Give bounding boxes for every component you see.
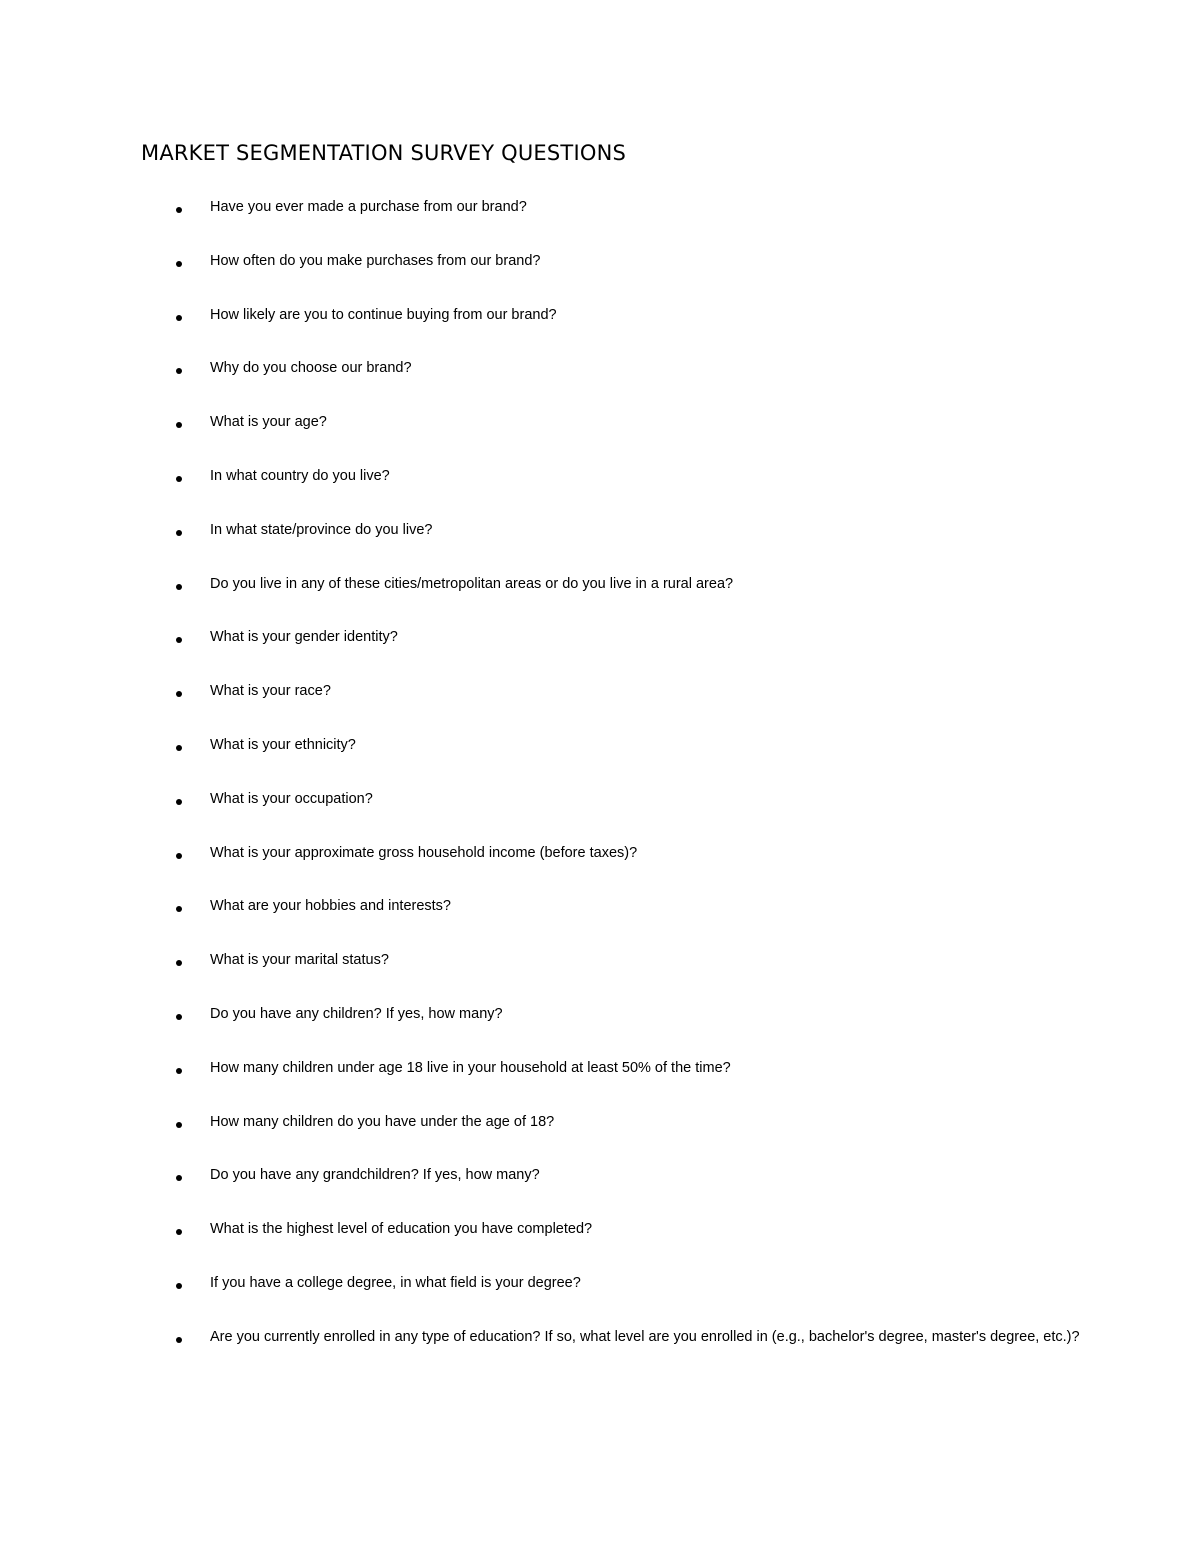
bullet-icon bbox=[176, 960, 182, 966]
question-text: How many children do you have under the age of 18? bbox=[210, 1113, 555, 1130]
bullet-icon bbox=[176, 1175, 182, 1181]
list-item bbox=[0, 1059, 1200, 1113]
question-text: Have you ever made a purchase from our brand? bbox=[210, 199, 527, 215]
list-item bbox=[0, 1166, 1200, 1220]
question-text: Do you have any grandchildren? If yes, how many? bbox=[210, 1167, 540, 1184]
question-text: What is your gender identity? bbox=[210, 629, 398, 646]
question-text: What is your race? bbox=[210, 683, 331, 700]
list-item bbox=[0, 413, 1200, 467]
bullet-icon bbox=[176, 207, 182, 213]
bullet-icon bbox=[176, 422, 182, 428]
question-text: Do you live in any of these cities/metropolitan areas or do you live in a rural area? bbox=[210, 575, 734, 592]
bullet-icon bbox=[176, 799, 182, 805]
question-text: In what state/province do you live? bbox=[210, 521, 433, 538]
list-item bbox=[0, 682, 1200, 736]
bullet-icon bbox=[176, 853, 182, 859]
question-text: What is your marital status? bbox=[210, 952, 389, 969]
survey-question-list bbox=[0, 198, 1200, 1400]
question-text: What is the highest level of education you have completed? bbox=[210, 1221, 593, 1238]
bullet-icon bbox=[176, 1122, 182, 1128]
bullet-icon bbox=[176, 745, 182, 751]
list-item bbox=[0, 306, 1200, 360]
list-item bbox=[0, 1328, 1200, 1400]
question-text: What is your ethnicity? bbox=[210, 736, 356, 753]
bullet-icon bbox=[176, 1337, 182, 1343]
bullet-icon bbox=[176, 530, 182, 536]
question-text: In what country do you live? bbox=[210, 467, 390, 484]
list-item bbox=[0, 359, 1200, 413]
question-text: What is your approximate gross household income (before taxes)? bbox=[210, 844, 638, 861]
question-text: How often do you make purchases from our brand? bbox=[210, 252, 541, 269]
bullet-icon bbox=[176, 584, 182, 590]
question-text: What are your hobbies and interests? bbox=[210, 898, 451, 915]
list-item bbox=[0, 951, 1200, 1005]
question-text: Are you currently enrolled in any type of education? If so, what level are you enrolled in (e.g., bachelor's degree, master's degree, etc.)? bbox=[210, 1328, 1080, 1345]
bullet-icon bbox=[176, 1068, 182, 1074]
question-text: Do you have any children? If yes, how many? bbox=[210, 1005, 503, 1022]
question-text: What is your age? bbox=[210, 414, 327, 431]
bullet-icon bbox=[176, 906, 182, 912]
bullet-icon bbox=[176, 261, 182, 267]
question-text: Why do you choose our brand? bbox=[210, 360, 412, 377]
bullet-icon bbox=[176, 691, 182, 697]
list-item bbox=[0, 1113, 1200, 1167]
bullet-icon bbox=[176, 476, 182, 482]
list-item bbox=[0, 467, 1200, 521]
document-title: MARKET SEGMENTATION SURVEY QUESTIONS bbox=[141, 141, 627, 165]
question-text: How likely are you to continue buying from our brand? bbox=[210, 306, 557, 323]
list-item bbox=[0, 252, 1200, 306]
list-item bbox=[0, 1274, 1200, 1328]
question-text: How many children under age 18 live in your household at least 50% of the time? bbox=[210, 1059, 731, 1076]
bullet-icon bbox=[176, 315, 182, 321]
list-item bbox=[0, 628, 1200, 682]
list-item bbox=[0, 521, 1200, 575]
bullet-icon bbox=[176, 637, 182, 643]
bullet-icon bbox=[176, 1283, 182, 1289]
list-item bbox=[0, 1005, 1200, 1059]
list-item bbox=[0, 790, 1200, 844]
question-text: What is your occupation? bbox=[210, 790, 373, 807]
bullet-icon bbox=[176, 368, 182, 374]
list-item bbox=[0, 198, 1200, 252]
question-text: If you have a college degree, in what field is your degree? bbox=[210, 1274, 581, 1291]
bullet-icon bbox=[176, 1014, 182, 1020]
list-item bbox=[0, 897, 1200, 951]
bullet-icon bbox=[176, 1229, 182, 1235]
list-item bbox=[0, 736, 1200, 790]
list-item bbox=[0, 1220, 1200, 1274]
list-item bbox=[0, 575, 1200, 629]
list-item bbox=[0, 844, 1200, 898]
